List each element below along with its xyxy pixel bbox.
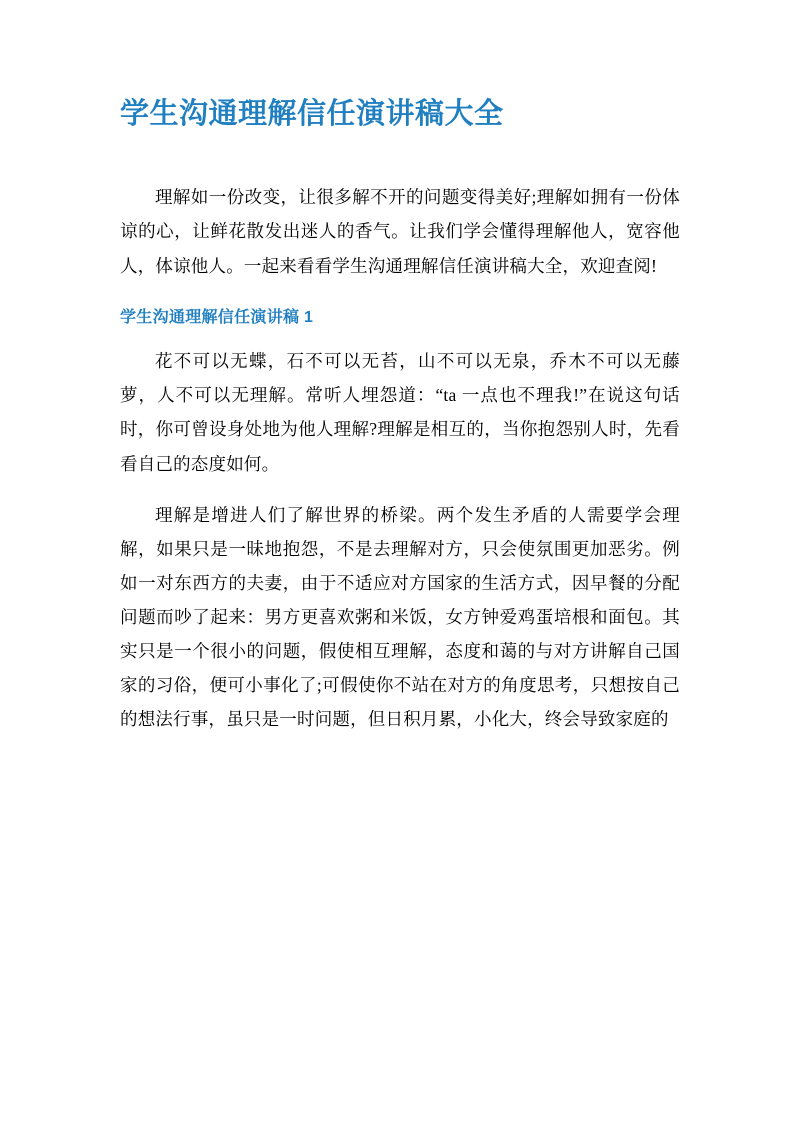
page-title: 学生沟通理解信任演讲稿大全 xyxy=(120,98,504,130)
intro-paragraph: 理解如一份改变，让很多解不开的问题变得美好;理解如拥有一份体谅的心，让鲜花散发出迷人的香气。让我们学会懂得理解他人，宽容他人，体谅他人。一起来看看学生沟通理解信任演讲稿大全，欢迎查阅! xyxy=(120,187,680,276)
section-heading-1: 学生沟通理解信任演讲稿 1 xyxy=(120,308,314,326)
section-paragraph-1: 花不可以无蝶，石不可以无苔，山不可以无泉，乔木不可以无藤萝，人不可以无理解。常听人埋怨道：“ta 一点也不理我!”在说这句话时，你可曾设身处地为他人理解?理解是相互的，当你抱怨别人时，先看看自己的态度如何。 xyxy=(120,351,680,474)
section-paragraph-2: 理解是增进人们了解世界的桥梁。两个发生矛盾的人需要学会理解，如果只是一昧地抱怨，不是去理解对方，只会使氛围更加恶劣。例如一对东西方的夫妻，由于不适应对方国家的生活方式，因早餐的分配问题而吵了起来：男方更喜欢粥和米饭，女方钟爱鸡蛋培根和面包。其实只是一个很小的问题，假使相互理解，态度和蔼的与对方讲解自己国家的习俗，便可小事化了;可假使你不站在对方的角度思考，只想按自己的想法行事，虽只是一时问题，但日积月累，小化大，终会导致家庭的 xyxy=(120,504,680,730)
title-spacer xyxy=(120,132,680,180)
